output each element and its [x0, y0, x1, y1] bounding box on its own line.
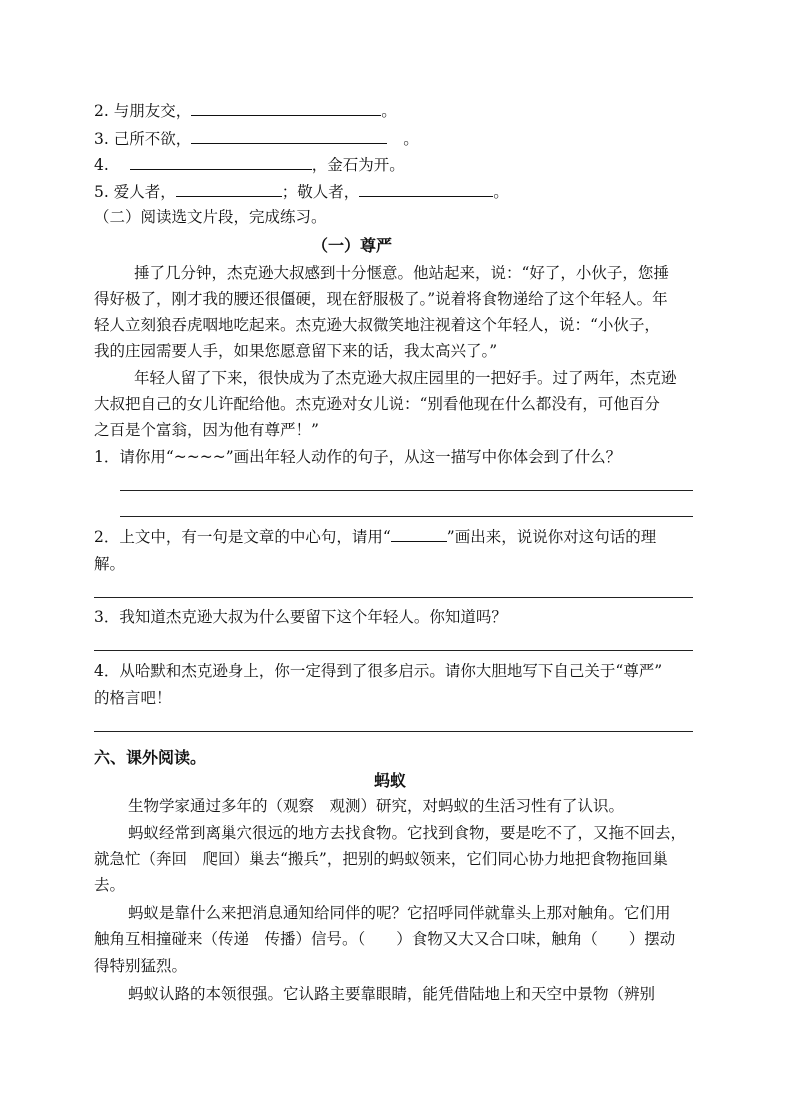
- item-number: 4.: [94, 156, 109, 174]
- fill-item-4: [94, 155, 405, 175]
- question-2-cont: 解。: [94, 555, 126, 573]
- passage2-line: 蚂蚁认路的本领很强。它认路主要靠眼睛，能凭借陆地上和天空中景物（辨别: [128, 985, 656, 1003]
- item-text-b: ；敬人者，: [281, 183, 360, 201]
- item-number: 5.: [94, 183, 109, 201]
- passage2-line: 得特别猛烈。: [94, 957, 188, 975]
- passage-line: 年轻人留了下来，很快成为了杰克逊大叔庄园里的一把好手。过了两年，杰克逊: [134, 369, 677, 387]
- item-text: 己所不欲，: [113, 130, 192, 148]
- underline-sample: [391, 527, 447, 542]
- passage-line: 得好极了，刚才我的腰还很僵硬，现在舒服极了。”说着将食物递给了这个年轻人。年: [94, 290, 668, 308]
- question-2: [94, 527, 656, 547]
- answer-blank[interactable]: [191, 129, 387, 144]
- passage2-line: 去。: [94, 876, 126, 894]
- question-4-cont: 的格言吧！: [94, 689, 172, 707]
- passage2-line: 就急忙（奔回 爬回）巢去“搬兵”，把别的蚂蚁领来，它们同心协力地把食物拖回巢: [94, 850, 668, 868]
- question-1: 1．请你用“~~~~”画出年轻人动作的句子，从这一描写中你体会到了什么？: [94, 448, 622, 466]
- passage2-line: 蚂蚁是靠什么来把消息通知给同伴的呢？它招呼同伴就靠头上那对触角。它们用: [128, 904, 671, 922]
- item-number: 3.: [94, 130, 109, 148]
- answer-line[interactable]: [120, 516, 693, 517]
- passage-title: （一）尊严: [312, 236, 393, 255]
- passage2-line: 蚂蚁经常到离巢穴很远的地方去找食物。它找到食物，要是吃不了，又拖不回去，: [128, 824, 687, 842]
- fill-item-3: [94, 129, 419, 149]
- passage2-title: 蚂蚁: [374, 771, 407, 790]
- answer-blank[interactable]: [130, 155, 312, 170]
- answer-line[interactable]: [94, 731, 693, 732]
- item-text-a: 爱人者，: [113, 183, 176, 201]
- question-3: 3．我知道杰克逊大叔为什么要留下这个年轻人。你知道吗？: [94, 608, 507, 626]
- passage-line: 轻人立刻狼吞虎咽地吃起来。杰克逊大叔微笑地注视着这个年轻人，说：“小伙子，: [94, 316, 660, 334]
- answer-blank-a[interactable]: [176, 182, 282, 197]
- question-2-text-a: 2．上文中，有一句是文章的中心句，请用“: [94, 528, 391, 546]
- passage-line: 捶了几分钟，杰克逊大叔感到十分惬意。他站起来，说：“好了，小伙子，您捶: [134, 264, 669, 282]
- answer-line[interactable]: [94, 597, 693, 598]
- answer-blank-b[interactable]: [359, 182, 493, 197]
- item-end: 。: [403, 130, 419, 148]
- item-number: 2.: [94, 102, 109, 120]
- item-end: ，金石为开。: [311, 156, 405, 174]
- fill-item-5: [94, 182, 509, 202]
- item-end: 。: [381, 102, 397, 120]
- section-heading: 六、课外阅读。: [94, 748, 207, 767]
- question-2-text-b: ”画出来，说说你对这句话的理: [446, 528, 657, 546]
- passage-line: 大叔把自己的女儿许配给他。杰克逊对女儿说：“别看他现在什么都没有，可他百分: [94, 395, 660, 413]
- passage-line: 之百是个富翁，因为他有尊严！”: [94, 421, 319, 439]
- section2-intro: （二）阅读选文片段，完成练习。: [94, 208, 327, 226]
- fill-item-2: [94, 101, 397, 121]
- passage2-line: 生物学家通过多年的（观察 观测）研究，对蚂蚁的生活习性有了认识。: [128, 797, 625, 815]
- answer-line[interactable]: [120, 490, 693, 491]
- passage-line: 我的庄园需要人手，如果您愿意留下来的话，我太高兴了。”: [94, 342, 498, 360]
- question-4: 4．从哈默和杰克逊身上，你一定得到了很多启示。请你大胆地写下自己关于“尊严”: [94, 662, 663, 680]
- item-end: 。: [493, 183, 509, 201]
- item-text: 与朋友交，: [113, 102, 192, 120]
- answer-blank[interactable]: [191, 101, 381, 116]
- passage2-line: 触角互相撞碰来（传递 传播）信号。（ ）食物又大又合口味，触角（ ）摆动: [94, 930, 676, 948]
- answer-line[interactable]: [94, 650, 693, 651]
